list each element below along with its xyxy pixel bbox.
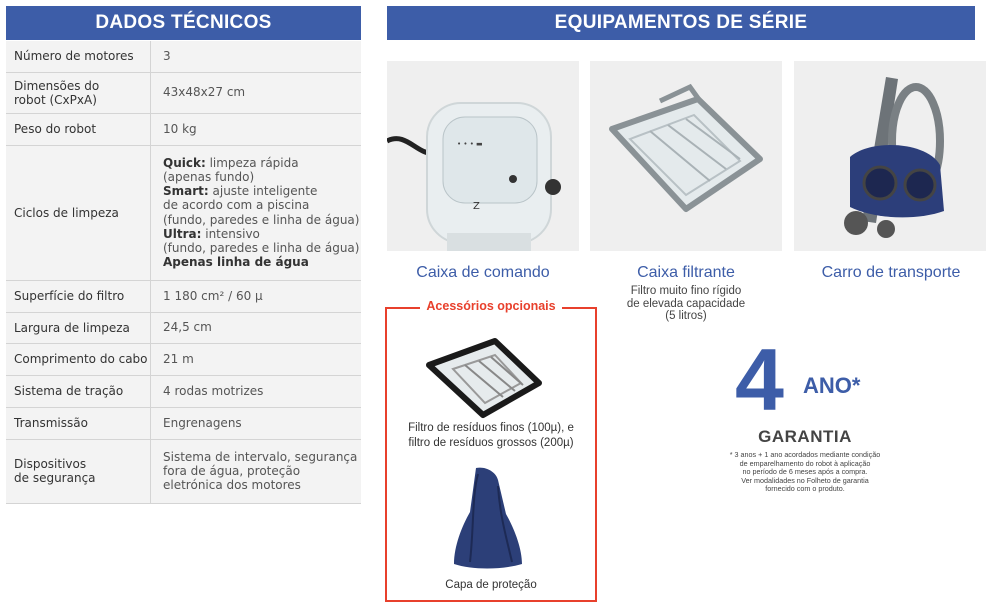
spec-value: 43x48x27 cm xyxy=(151,72,362,113)
table-row xyxy=(6,41,361,72)
table-row xyxy=(6,113,361,145)
spec-label: Dispositivos de segurança xyxy=(6,439,151,503)
svg-text:Z: Z xyxy=(473,201,480,212)
spec-label: Comprimento do cabo xyxy=(6,343,151,375)
standard-equipment-title: EQUIPAMENTOS DE SÉRIE xyxy=(554,12,808,33)
spec-label: Superfície do filtro xyxy=(6,280,151,312)
table-row xyxy=(6,72,361,113)
warranty-label: GARANTIA xyxy=(758,427,852,446)
table-row xyxy=(6,343,361,375)
spec-value: 10 kg xyxy=(151,113,362,145)
cycle-waterline: Apenas linha de água xyxy=(163,255,309,270)
table-row xyxy=(6,312,361,343)
technical-data-title: DADOS TÉCNICOS xyxy=(95,12,272,33)
debris-filter-caption: Filtro de resíduos finos (100µ), e filtro de resíduos grossos (200µ) xyxy=(408,422,574,449)
protective-cover-image xyxy=(452,466,524,574)
spec-value: 4 rodas motrizes xyxy=(151,375,362,407)
table-row xyxy=(6,145,361,280)
filter-box-image xyxy=(590,61,782,251)
cycle-smart: Smart: ajuste inteligente de acordo com a piscina (fundo, paredes e linha de água) xyxy=(163,184,360,227)
spec-label: Dimensões do robot (CxPxA) xyxy=(6,72,151,113)
spec-label: Sistema de tração xyxy=(6,375,151,407)
transport-cart-image xyxy=(794,61,986,251)
transport-cart-caption: Carro de transporte xyxy=(821,264,961,281)
technical-specs-table xyxy=(6,41,361,504)
spec-value: 21 m xyxy=(151,343,362,375)
optional-accessories-title: Acessórios opcionais xyxy=(420,299,562,313)
cleaning-cycles xyxy=(151,145,362,280)
spec-label: Número de motores xyxy=(6,41,151,72)
control-box-image xyxy=(387,61,579,251)
spec-value: Sistema de intervalo, segurança fora de água, proteção eletrónica dos motores xyxy=(151,439,362,503)
warranty-note: * 3 anos + 1 ano acordados mediante condição de emparelhamento do robot à aplicação no período de 6 meses após a compra. Ver modalidades no Folheto de garantia fornecido com o produto. xyxy=(729,450,881,494)
control-box-caption: Caixa de comando xyxy=(416,264,550,281)
spec-label: Ciclos de limpeza xyxy=(6,145,151,280)
warranty-years: 4 xyxy=(735,330,784,429)
spec-label: Largura de limpeza xyxy=(6,312,151,343)
spec-value: 24,5 cm xyxy=(151,312,362,343)
warranty-badge xyxy=(705,330,905,505)
spec-value: 1 180 cm² / 60 µ xyxy=(151,280,362,312)
table-row xyxy=(6,280,361,312)
table-row xyxy=(6,407,361,439)
table-row xyxy=(6,375,361,407)
standard-equipment-header xyxy=(387,6,975,40)
cycle-quick: Quick: limpeza rápida (apenas fundo) xyxy=(163,155,299,184)
spec-label: Peso do robot xyxy=(6,113,151,145)
cycle-ultra: Ultra: intensivo (fundo, paredes e linha de água) xyxy=(163,226,360,255)
spec-label: Transmissão xyxy=(6,407,151,439)
table-row xyxy=(6,439,361,503)
protective-cover-caption: Capa de proteção xyxy=(445,579,537,591)
spec-value: Engrenagens xyxy=(151,407,362,439)
technical-data-header xyxy=(6,6,361,40)
warranty-unit: ANO* xyxy=(803,373,861,398)
svg-text:• • • ▬: • • • ▬ xyxy=(457,140,483,148)
filter-box-description: Filtro muito fino rígido de elevada capacidade (5 litros) xyxy=(626,285,746,322)
spec-value: 3 xyxy=(151,41,362,72)
debris-filter-image xyxy=(425,335,545,424)
filter-box-caption: Caixa filtrante xyxy=(637,264,735,281)
